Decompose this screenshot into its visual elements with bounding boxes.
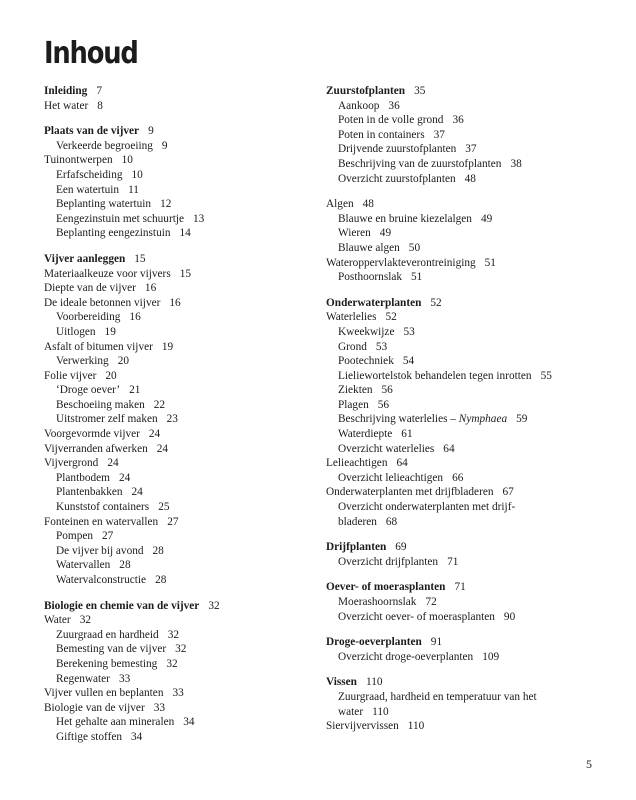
toc-subentry: [326, 113, 616, 128]
toc-page-number: 20: [117, 355, 129, 368]
toc-entry-title: Pompen: [56, 530, 94, 543]
toc-entry-title: Een watertuin: [56, 183, 120, 196]
toc-entry-title: Waterlelies: [326, 311, 377, 324]
toc-page-number: 16: [129, 311, 141, 324]
toc-subentry: [326, 354, 616, 369]
toc-entry-title: Plantbodem: [56, 471, 110, 484]
toc-page-number: 15: [179, 267, 192, 280]
toc-entry: [44, 99, 309, 114]
toc-page-number: 56: [377, 398, 390, 411]
toc-section-heading: [326, 635, 616, 650]
toc-entry-title-continued: bladeren: [338, 515, 377, 528]
toc-entry-title: Ziekten: [338, 384, 373, 397]
toc-subentry: [326, 212, 616, 227]
toc-subentry: [326, 241, 616, 256]
toc-entry: [326, 485, 616, 500]
toc-page-number: 91: [430, 636, 443, 649]
toc-subentry: [326, 226, 616, 241]
toc-section-heading: [44, 124, 309, 139]
toc-entry-title: Fonteinen en watervallen: [44, 515, 159, 528]
toc-subentry: [326, 555, 616, 570]
toc-page-number: 7: [96, 85, 102, 97]
toc-subentry: [326, 325, 616, 340]
toc-entry-title: Biologie van de vijver: [44, 701, 145, 714]
toc-entry: [44, 515, 309, 530]
toc-page-number: 71: [447, 555, 459, 568]
toc-page-number: 24: [148, 428, 161, 441]
toc-entry-title: Giftige stoffen: [56, 730, 122, 743]
toc-entry-title: Beschrijving waterlelies –: [338, 413, 456, 426]
toc-page-number: 36: [388, 99, 400, 112]
toc-page-number: 32: [175, 643, 187, 656]
toc-entry-title: Voorgevormde vijver: [44, 428, 140, 441]
toc-entry: [44, 442, 309, 457]
toc-subentry: [326, 500, 616, 529]
toc-page-number: 10: [131, 168, 143, 181]
toc-entry: [44, 701, 309, 716]
toc-page-number: 56: [381, 384, 393, 397]
toc-entry-title: Regenwater: [56, 672, 110, 685]
toc-subentry: [326, 128, 616, 143]
toc-entry-title: Eengezinstuin met schuurtje: [56, 212, 184, 225]
toc-subentry: [326, 412, 616, 427]
toc-entry-title: Droge-oeverplanten: [326, 636, 422, 649]
toc-page-number: 33: [153, 701, 166, 714]
toc-entry: [326, 310, 616, 325]
toc-entry-title: Zuurgraad, hardheid en temperatuur van het: [338, 690, 537, 703]
toc-subentry: [44, 354, 309, 369]
toc-page-number: 48: [362, 198, 374, 211]
toc-page-number: 110: [365, 676, 383, 689]
toc-entry-title: Overzicht droge-oeverplanten: [338, 650, 474, 663]
toc-section-heading: [326, 296, 616, 311]
toc-page-number: 53: [375, 340, 388, 353]
toc-page-number: 15: [134, 252, 146, 265]
toc-page-number: 51: [484, 256, 496, 269]
toc-page-number: 66: [452, 471, 464, 484]
toc-entry-title: Overzicht oever- of moerasplanten: [338, 610, 495, 623]
toc-entry-title: Plagen: [338, 398, 369, 411]
toc-entry-title: Grond: [338, 340, 367, 353]
toc-entry-title: Pootechniek: [338, 355, 394, 368]
toc-page-number: 9: [161, 139, 168, 152]
toc-page-number: 9: [148, 125, 154, 138]
toc-page-number: 28: [119, 559, 131, 572]
toc-subentry: [44, 672, 309, 687]
toc-entry-title: Zuurgraad en hardheid: [56, 628, 159, 641]
toc-entry-title: Blauwe en bruine kiezelalgen: [338, 212, 472, 225]
toc-page-number: 24: [131, 486, 143, 499]
toc-subentry: [326, 595, 616, 610]
toc-page-number: 35: [414, 85, 426, 97]
toc-page-number: 14: [179, 227, 191, 240]
toc-section-heading: [326, 540, 616, 555]
toc-page-number: 55: [540, 369, 552, 382]
toc-page-number: 32: [167, 628, 179, 641]
toc-page-number: 13: [193, 212, 205, 225]
toc-entry: [44, 281, 309, 296]
toc-page-number: 21: [129, 384, 141, 397]
toc-entry-title: Beschrijving van de zuurstofplanten: [338, 157, 502, 170]
toc-subentry: [326, 157, 616, 172]
toc-subentry: [326, 398, 616, 413]
toc-page-number: 24: [107, 457, 119, 470]
toc-entry-title: Inleiding: [44, 85, 88, 97]
toc-page-number: 71: [454, 581, 466, 594]
toc-page-number: 52: [430, 296, 442, 309]
toc-entry-title: Vissen: [326, 676, 357, 689]
toc-entry-title: Vijverranden afwerken: [44, 442, 148, 455]
toc-entry-title: Vijvergrond: [44, 457, 99, 470]
toc-subentry: [44, 325, 309, 340]
toc-page-number: 110: [407, 720, 425, 733]
toc-subentry: [44, 657, 309, 672]
toc-page-number: 109: [482, 650, 500, 663]
toc-entry: [326, 456, 616, 471]
toc-page-number: 59: [516, 413, 528, 426]
toc-entry-title: Vijver aanleggen: [44, 252, 126, 265]
toc-page-number: 19: [104, 325, 116, 338]
toc-entry-title: Beplanting watertuin: [56, 198, 152, 211]
toc-entry-title: Oever- of moerasplanten: [326, 581, 446, 594]
toc-page-number: 22: [153, 398, 166, 411]
toc-entry: [44, 340, 309, 355]
toc-page-number: 25: [158, 501, 170, 514]
toc-entry: [44, 296, 309, 311]
toc-subentry: [44, 544, 309, 559]
toc-entry-title: Voorbereiding: [56, 311, 121, 324]
toc-entry-title: Watervalconstructie: [56, 574, 147, 586]
toc-subentry: [326, 172, 616, 187]
toc-page-number: 34: [131, 730, 143, 743]
toc-page-number: 12: [160, 198, 172, 211]
toc-entry-title: Beschoeiing maken: [56, 398, 145, 411]
toc-subentry: [326, 383, 616, 398]
toc-entry-title: Plantenbakken: [56, 486, 123, 499]
toc-entry-title: Kunststof containers: [56, 501, 150, 514]
toc-page-number: 50: [408, 241, 421, 254]
toc-entry-title: Blauwe algen: [338, 241, 400, 254]
toc-entry-title: Overzicht zuurstofplanten: [338, 172, 456, 185]
toc-entry: [326, 197, 616, 212]
toc-left-column: [44, 84, 309, 745]
toc-entry-title: Uitlogen: [56, 325, 96, 338]
toc-entry-title: Beplanting eengezinstuin: [56, 227, 171, 240]
toc-entry: [326, 256, 616, 271]
toc-subentry: [326, 99, 616, 114]
toc-entry-title: Water: [44, 614, 71, 627]
toc-subentry: [44, 471, 309, 486]
toc-subentry: [326, 142, 616, 157]
toc-entry: [326, 719, 616, 734]
toc-page-number: 19: [161, 340, 174, 353]
toc-page-number: 48: [464, 172, 476, 185]
toc-entry-title: Lieliewortelstok behandelen tegen inrotten: [338, 369, 532, 382]
toc-section-heading: [44, 252, 309, 267]
toc-page-number: 53: [403, 325, 415, 338]
toc-entry: [44, 613, 309, 628]
toc-entry-title: Asfalt of bitumen vijver: [44, 340, 153, 353]
toc-entry-title: Overzicht lelieachtigen: [338, 471, 444, 484]
toc-section-heading: [326, 580, 616, 595]
toc-entry-title: Overzicht onderwaterplanten met drijf-: [338, 501, 516, 514]
toc-subentry: [44, 139, 309, 154]
toc-page-number: 37: [465, 143, 477, 156]
toc-entry-title: Bemesting van de vijver: [56, 643, 167, 656]
toc-page-number: 64: [396, 457, 408, 470]
toc-subentry: [44, 558, 309, 573]
toc-entry-title: Lelieachtigen: [326, 457, 388, 470]
toc-page-number: 16: [144, 282, 157, 295]
toc-entry: [44, 427, 309, 442]
toc-subentry: [326, 690, 616, 719]
toc-entry-title: Diepte van de vijver: [44, 282, 136, 295]
toc-entry-title: Erfafscheiding: [56, 168, 123, 181]
toc-entry-title-italic: Nymphaea: [458, 413, 508, 426]
toc-entry-title: Wieren: [338, 227, 371, 240]
toc-entry: [44, 369, 309, 384]
toc-page-number: 90: [503, 610, 516, 623]
toc-subentry: [44, 485, 309, 500]
toc-subentry: [44, 412, 309, 427]
toc-subentry: [44, 573, 309, 588]
toc-page-number: 110: [372, 705, 389, 718]
toc-page-number: 28: [155, 574, 167, 586]
toc-entry-title: Het gehalte aan mineralen: [56, 716, 175, 729]
toc-page-number: 33: [172, 687, 184, 700]
toc-entry-title: Overzicht drijfplanten: [338, 555, 439, 568]
toc-page-number: 34: [183, 716, 195, 729]
toc-entry-title: De ideale betonnen vijver: [44, 296, 161, 309]
toc-entry-title: Siervijvervissen: [326, 720, 399, 733]
toc-entry-title: Zuurstofplanten: [326, 85, 406, 97]
toc-page-number: 72: [425, 596, 437, 608]
toc-entry-title: Materiaalkeuze voor vijvers: [44, 267, 171, 280]
toc-subentry: [44, 715, 309, 730]
toc-subentry: [44, 383, 309, 398]
toc-page-number: 67: [502, 486, 514, 499]
toc-entry-title: Onderwaterplanten: [326, 296, 422, 309]
toc-page-number: 49: [379, 227, 392, 240]
toc-entry-title: Drijvende zuurstofplanten: [338, 143, 457, 156]
toc-entry-title: Biologie en chemie van de vijver: [44, 599, 200, 612]
toc-subentry: [44, 642, 309, 657]
toc-entry-title: Waterdiepte: [338, 428, 393, 441]
toc-entry: [44, 456, 309, 471]
toc-subentry: [44, 197, 309, 212]
toc-entry: [44, 686, 309, 701]
toc-entry-title: Watervallen: [56, 559, 111, 572]
toc-page-number: 24: [118, 471, 131, 484]
toc-entry-title: Het water: [44, 99, 89, 112]
toc-entry-title: Berekening bemesting: [56, 657, 158, 670]
toc-page-number: 11: [128, 183, 139, 196]
toc-page-number: 64: [443, 442, 455, 455]
toc-subentry: [326, 650, 616, 665]
toc-entry-title: Aankoop: [338, 99, 380, 112]
toc-entry-title: Verwerking: [56, 355, 109, 368]
toc-subentry: [326, 610, 616, 625]
toc-entry-title: Onderwaterplanten met drijfbladeren: [326, 486, 494, 499]
toc-entry-title: Drijfplanten: [326, 541, 387, 554]
toc-page-number: 8: [97, 99, 103, 112]
toc-page-number: 23: [166, 413, 178, 426]
toc-entry-title: Posthoornslak: [338, 271, 403, 284]
toc-page-number: 52: [385, 311, 397, 324]
toc-section-heading: [44, 84, 309, 99]
toc-right-column: [326, 84, 616, 734]
toc-subentry: [44, 730, 309, 745]
toc-entry-title: De vijver bij avond: [56, 544, 144, 557]
toc-entry-title: Vijver vullen en beplanten: [44, 687, 164, 700]
toc-subentry: [326, 369, 616, 384]
toc-page-number: 69: [395, 541, 407, 554]
toc-subentry: [44, 168, 309, 183]
toc-entry-title: Verkeerde begroeiing: [56, 139, 153, 152]
toc-page-number: 27: [167, 515, 179, 528]
toc-subentry: [44, 183, 309, 198]
toc-entry-title: Poten in de volle grond: [338, 114, 444, 127]
toc-page-number: 38: [510, 157, 522, 170]
toc-page-number: 32: [166, 657, 178, 670]
toc-entry-title: Moerashoornslak: [338, 596, 417, 608]
toc-page-number: 33: [118, 672, 131, 685]
toc-entry-title: Kweekwijze: [338, 325, 395, 338]
toc-page-number: 68: [385, 515, 398, 528]
toc-entry-title: Tuinontwerpen: [44, 154, 113, 167]
toc-subentry: [326, 427, 616, 442]
toc-entry-title: Poten in containers: [338, 128, 425, 141]
toc-page-number: 32: [79, 614, 91, 627]
toc-page-number: 16: [169, 296, 181, 309]
toc-entry: [44, 267, 309, 282]
toc-page-number: 27: [102, 530, 114, 543]
toc-page-number: 54: [402, 355, 415, 368]
toc-entry-title: Plaats van de vijver: [44, 125, 140, 138]
toc-subentry: [326, 471, 616, 486]
toc-entry-title-continued: water: [338, 705, 364, 718]
toc-section-heading: [44, 599, 309, 614]
toc-section-heading: [326, 675, 616, 690]
toc-subentry: [44, 398, 309, 413]
toc-subentry: [44, 628, 309, 643]
toc-subentry: [326, 442, 616, 457]
toc-page-number: 37: [433, 128, 445, 141]
toc-subentry: [326, 270, 616, 285]
page-number: 5: [586, 757, 592, 771]
toc-entry: [44, 153, 309, 168]
toc-page-number: 32: [208, 599, 220, 612]
toc-page-number: 24: [156, 442, 169, 455]
toc-page-number: 51: [411, 271, 423, 284]
toc-entry-title: Folie vijver: [44, 369, 97, 382]
toc-entry-title: Overzicht waterlelies: [338, 442, 435, 455]
toc-page-number: 36: [452, 114, 464, 127]
toc-entry-title: Algen: [326, 198, 354, 211]
toc-subentry: [326, 340, 616, 355]
toc-subentry: [44, 212, 309, 227]
toc-entry-title: Wateroppervlakteverontreiniging: [326, 256, 476, 269]
toc-subentry: [44, 310, 309, 325]
toc-page-number: 49: [480, 212, 493, 225]
toc-section-heading: [326, 84, 616, 99]
toc-entry-title: ‘Droge oever’: [56, 384, 121, 397]
toc-page-number: 61: [401, 428, 413, 441]
toc-entry-title: Uitstromer zelf maken: [56, 413, 158, 426]
toc-subentry: [44, 529, 309, 544]
toc-page-number: 20: [105, 369, 117, 382]
toc-page-number: 10: [121, 154, 133, 167]
toc-page-number: 28: [152, 544, 164, 557]
toc-subentry: [44, 500, 309, 515]
toc-subentry: [44, 226, 309, 241]
page-title: Inhoud: [44, 36, 138, 71]
